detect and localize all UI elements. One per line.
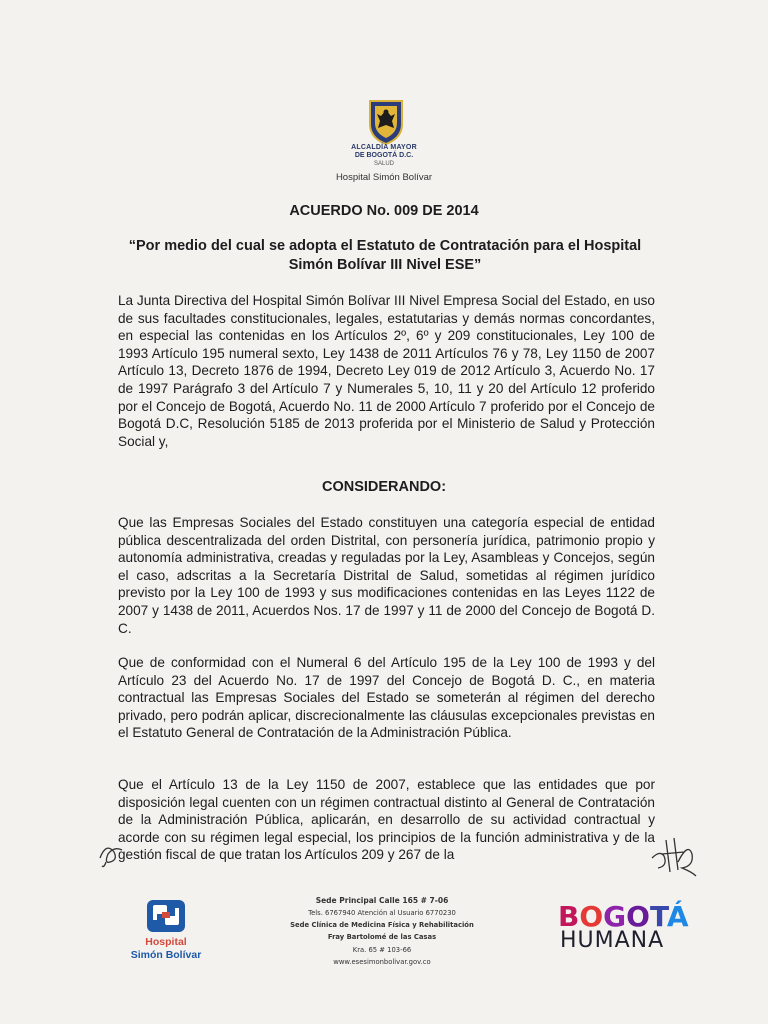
footer-address-line4: Fray Bartolomé de las Casas: [327, 933, 437, 941]
paragraph-considerando-1: Que las Empresas Sociales del Estado constituyen una categoría especial de entidad pública descentralizada del orden Distrital, con personería jurídica, patrimonio propio y autonomía administrativa, creadas y reguladas por la Ley, Asambleas y Concejos, según el caso, adscritas a la Secretaría Distrital de Salud, sometidas al régimen jurídico previsto por la Ley 100 de 1993 y sus modificaciones contenidas en las Leyes 1122 de 2007 y 1438 de 2011, Acuerdos Nos. 17 de 1997 y 11 de 2000 del Concejo de Bogotá D. C.: [118, 515, 655, 636]
footer-website: www.esesimonbolivar.gov.co: [333, 958, 431, 966]
entity-name-line1: ALCALDÍA MAYOR: [351, 144, 417, 151]
initials-signature-right: [648, 832, 698, 878]
footer-address-line1: Sede Principal Calle 165 # 7-06: [315, 896, 449, 905]
bogota-crest-icon: [366, 98, 406, 146]
entity-name-line3: SALUD: [373, 161, 394, 167]
bogota-wordmark: [558, 900, 689, 933]
hospital-logo-text-line2: Simón Bolívar: [130, 949, 202, 961]
paragraph-considerando-3: Que el Artículo 13 de la Ley 1150 de 2007, establece que las entidades que por disposición legal cuenten con un régimen contractual distinto al General de Contratación de la Administración Pública, aplicarán, en desarrollo de su actividad contractual y acorde con su régimen legal especial, los principios de la función administrativa y de la gestión fiscal de que tratan los Artículos 209 y 267 de la: [118, 777, 655, 863]
hospital-name-header: Hospital Simón Bolívar: [335, 172, 433, 183]
section-heading: CONSIDERANDO:: [321, 479, 447, 495]
humana-wordmark: HUMANA: [560, 928, 665, 953]
initials-signature-left: [96, 838, 136, 868]
paragraph-considerando-2: Que de conformidad con el Numeral 6 del Artículo 195 de la Ley 100 de 1993 y del Artículo 23 del Acuerdo No. 17 de 1997 del Concejo de Bogotá D. C., en materia contractual las Empresas Sociales del Estado se someterán al régimen del derecho privado, pero podrán aplicar, discrecionalmente las cláusulas excepcionales previstas en el Estatuto General de Contratación de la Administración Pública.: [118, 655, 655, 741]
brand-letter: B: [558, 900, 580, 933]
hospital-logo-text-line1: Hospital: [145, 936, 187, 948]
hospital-logo-icon: [145, 898, 187, 934]
bogota-humana-logo: [558, 900, 689, 963]
footer-address-line2: Tels. 6767940 Atención al Usuario 6770230: [308, 909, 456, 917]
brand-letter: O: [579, 900, 604, 933]
brand-letter: T: [649, 900, 667, 933]
brand-letter: O: [626, 900, 650, 933]
brand-letter: Á: [666, 900, 689, 933]
footer-address-line5: Kra. 65 # 103-66: [352, 946, 412, 954]
footer-address-line3: Sede Clínica de Medicina Física y Rehabilitación: [290, 921, 474, 929]
entity-name-line2: DE BOGOTÁ D.C.: [354, 152, 414, 159]
document-subtitle: “Por medio del cual se adopta el Estatuto de Contratación para el Hospital Simón Bolívar III Nivel ESE”: [128, 238, 642, 273]
paragraph-preamble: La Junta Directiva del Hospital Simón Bolívar III Nivel Empresa Social del Estado, en uso de sus facultades constitucionales, legales, estatutarias y demás normas concordantes, en especial las contenidas en los Artículos 2º, 6º y 209 constitucionales, Ley 100 de 1993 Artículo 195 numeral sexto, Ley 1438 de 2011 Artículos 76 y 78, Ley 1150 de 2007 Artículo 13, Decreto 1876 de 1994, Decreto Ley 019 de 2012 Artículo 3, Acuerdo No. 17 de 1997 Parágrafo 3 del Artículo 7 y Numerales 5, 10, 11 y 20 del Artículo 12 proferido por el Concejo de Bogotá, Acuerdo No. 11 de 2000 Artículo 7 proferido por el Concejo de Bogotá D.C, Resolución 5185 de 2013 proferida por el Ministerio de Salud y Protección Social y,: [118, 293, 655, 449]
brand-letter: G: [603, 900, 627, 933]
document-title: ACUERDO No. 009 DE 2014: [289, 203, 479, 219]
